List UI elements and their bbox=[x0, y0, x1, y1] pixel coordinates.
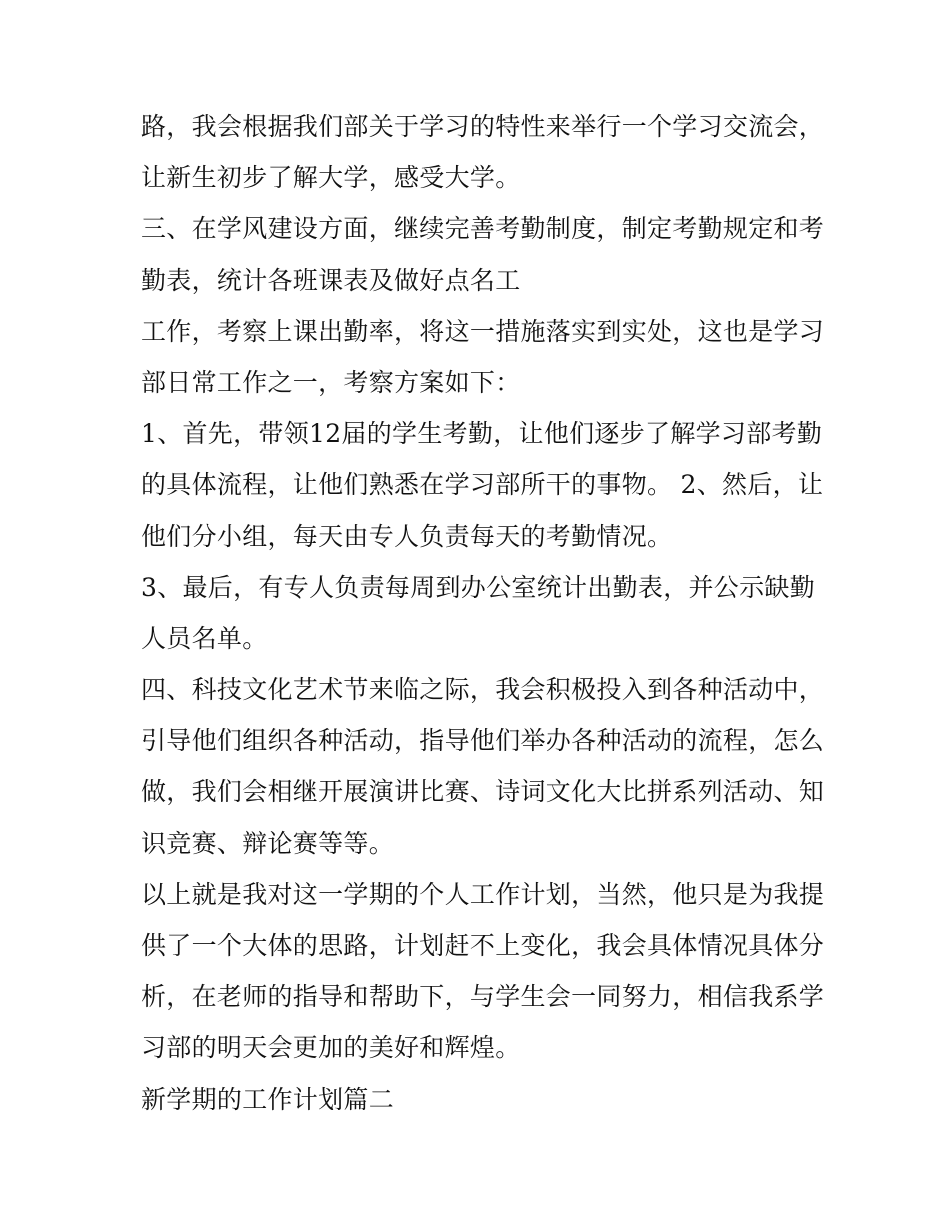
text-line: 析，在老师的指导和帮助下，与学生会一同努力，相信我系学 bbox=[141, 982, 825, 1012]
text-line: 让新生初步了解大学，感受大学。 bbox=[141, 163, 521, 193]
text-line: 供了一个大体的思路，计划赶不上变化，我会具体情况具体分 bbox=[141, 931, 825, 960]
text-line: 人员名单。 bbox=[141, 623, 268, 653]
text-line: 识竞赛、辩论赛等等。 bbox=[141, 828, 395, 858]
text-line: 习部的明天会更加的美好和辉煌。 bbox=[141, 1033, 521, 1063]
text-line: 他们分小组，每天由专人负责每天的考勤情况。 bbox=[141, 521, 673, 551]
text-line: 部日常工作之一，考察方案如下： bbox=[141, 367, 521, 397]
text-line: 勤表，统计各班课表及做好点名工 bbox=[141, 265, 521, 295]
text-line: 工作，考察上课出勤率，将这一措施落实到实处，这也是学习 bbox=[141, 316, 825, 346]
text-line: 引导他们组织各种活动，指导他们举办各种活动的流程，怎么 bbox=[141, 726, 825, 756]
section-heading: 新学期的工作计划篇二 bbox=[141, 1084, 395, 1114]
text-line: 四、科技文化艺术节来临之际，我会积极投入到各种活动中， bbox=[141, 675, 825, 705]
text-line: 以上就是我对这一学期的个人工作计划，当然，他只是为我提 bbox=[141, 879, 825, 909]
text-line: 1、首先，带领12届的学生考勤，让他们逐步了解学习部考勤 bbox=[141, 419, 823, 449]
text-line: 3、最后，有专人负责每周到办公室统计出勤表，并公示缺勤 bbox=[141, 572, 816, 602]
text-line: 路，我会根据我们部关于学习的特性来举行一个学习交流会， bbox=[141, 112, 825, 141]
text-line: 做，我们会相继开展演讲比赛、诗词文化大比拼系列活动、知 bbox=[141, 777, 825, 807]
document-body bbox=[141, 101, 825, 1125]
text-line: 三、在学风建设方面，继续完善考勤制度，制定考勤规定和考 bbox=[141, 214, 825, 244]
text-line: 的具体流程，让他们熟悉在学习部所干的事物。 2、然后，让 bbox=[141, 470, 824, 500]
